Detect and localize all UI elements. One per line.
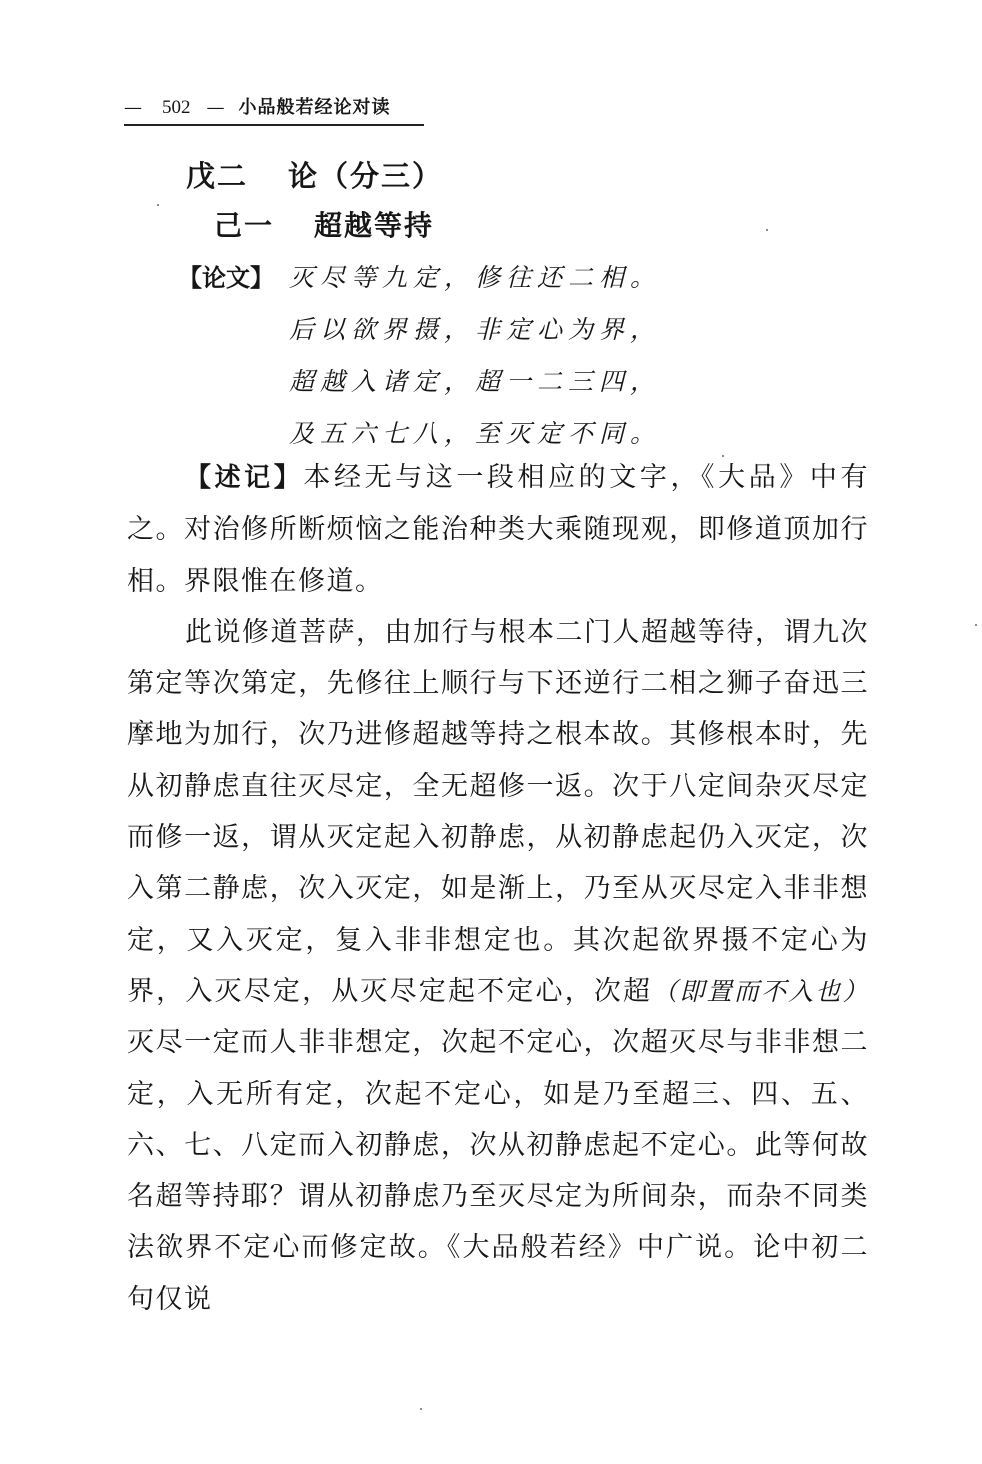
header-dash-left: — <box>124 97 142 118</box>
book-title: 小品般若经论对读 <box>238 97 391 118</box>
paragraph-text: 灭尽一定而人非非想定，次起不定心，次超灭尽与非非想二定，入无所有定，次起不定心，如是乃至超三、四、五、六、七、八定而入初静虑，次从初静虑起不定心。此等何故名超等持耶？谓从初静虑乃至灭尽定为所间杂，而杂不同类法欲界不定心而修定故。《大品般若经》中广说。论中初二句仅说 <box>127 1027 869 1315</box>
verse-line-text: 超越入诸定，超一二三四， <box>289 367 662 396</box>
paragraph-text: 本经无与这一段相应的文字，《大品》中有之。对治修所断烦恼之能治种类大乘随现观，即修道顶加行相。界限惟在修道。 <box>127 462 869 597</box>
verse-line <box>178 356 661 408</box>
verse-line-text: 后以欲界摄，非定心为界， <box>289 315 662 344</box>
verse-line-text: 及五六七八，至灭定不同。 <box>289 419 662 448</box>
commentary-paragraph <box>127 607 869 1325</box>
section-label: 戊二 <box>186 159 249 193</box>
paragraph-text: 此说修道菩萨，由加行与根本二门人超越等待，谓九次第定等次第定，先修往上顺行与下还逆行二相之狮子奋迅三摩地为加行，次乃进修超越等持之根本故。其修根本时，先从初静虑直往灭尽定，全无超修一返。次于八定间杂灭尽定而修一返，谓从灭定起入初静虑，从初静虑起仍入灭定，次入第二静虑，次入灭定，如是渐上，乃至从灭尽定入非非想定，又入灭定，复入非非想定也。其次起欲界摄不定心为界，入灭尽定，从灭尽定起不定心，次超 <box>127 616 869 1007</box>
verse-line-text: 灭尽等九定，修往还二相。 <box>289 263 662 292</box>
scan-speck <box>975 624 977 626</box>
section-heading <box>186 154 443 195</box>
verse-line <box>178 304 661 356</box>
subsection-title: 超越等持 <box>314 209 435 242</box>
running-header <box>124 92 424 126</box>
verse-line <box>178 252 661 304</box>
commentary-body <box>127 452 869 1325</box>
subsection-label: 己一 <box>214 209 275 242</box>
scan-speck <box>722 455 724 457</box>
commentary-label: 【述记】 <box>185 463 304 493</box>
header-dash-right: — <box>206 97 225 118</box>
section-title: 论（分三） <box>288 159 444 193</box>
page-number: 502 <box>162 97 191 118</box>
scan-speck <box>766 229 768 231</box>
scan-speck <box>157 204 159 206</box>
subsection-heading <box>214 204 434 244</box>
commentary-paragraph <box>127 452 869 607</box>
scan-speck <box>420 1408 422 1410</box>
inline-note: （即置而不入也） <box>652 976 869 1006</box>
treatise-label: 【论文】 <box>178 264 274 292</box>
treatise-verse <box>178 252 661 460</box>
